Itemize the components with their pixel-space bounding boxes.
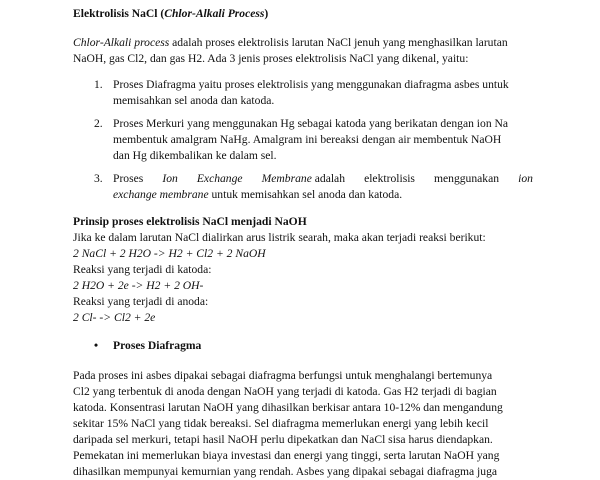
diaphragm-line: Pemekatan ini memerlukan biaya investasi dan energi yang tinggi, serta larutan NaOH yang xyxy=(73,449,500,462)
principle-intro: Jika ke dalam larutan NaCl dialirkan arus listrik searah, maka akan terjadi reaksi berikut: xyxy=(73,231,486,244)
cathode-equation: 2 H2O + 2e -> H2 + 2 OH- xyxy=(73,279,204,292)
method-3-word-italic: Membrane xyxy=(261,172,312,185)
title-text: Elektrolisis NaCl ( xyxy=(73,7,165,20)
method-3-word: menggunakan xyxy=(434,172,500,185)
intro-italic: Chlor-Alkali process xyxy=(73,36,170,49)
intro-paragraph xyxy=(73,35,533,67)
method-3-line-1 xyxy=(113,171,533,187)
intro-line-1 xyxy=(73,35,533,51)
methods-list xyxy=(73,77,533,203)
method-1-line-1: Proses Diafragma yaitu proses elektrolisis yang menggunakan diafragma asbes untuk xyxy=(113,78,509,91)
diaphragm-paragraph xyxy=(73,368,533,480)
diaphragm-line: daripada sel merkuri, tetapi hasil NaOH perlu dipekatkan dan NaCl sisa harus diendapkan. xyxy=(73,433,493,446)
document-title xyxy=(73,6,533,22)
method-3-word-plain: adalah xyxy=(314,172,346,185)
method-2-line-1: Proses Merkuri yang menggunakan Hg sebagai katoda yang berikatan dengan ion Na xyxy=(113,117,509,130)
method-2-line-2: membentuk amalgram NaHg. Amalgram ini bereaksi dengan air membentuk NaOH xyxy=(113,133,502,146)
diaphragm-line: katoda. Konsentrasi larutan NaOH yang dihasilkan berkisar antara 10-12% dan mengandung xyxy=(73,401,503,414)
diaphragm-line: Pada proses ini asbes dipakai sebagai diafragma berfungsi untuk menghalangi bertemunya xyxy=(73,369,493,382)
method-3-italic: exchange membrane xyxy=(113,188,209,201)
method-3-word: elektrolisis xyxy=(364,172,415,185)
document-page xyxy=(73,6,533,480)
cathode-label: Reaksi yang terjadi di katoda: xyxy=(73,263,212,276)
anode-label: Reaksi yang terjadi di anoda: xyxy=(73,295,209,308)
method-item-3 xyxy=(94,171,533,203)
intro-line-2: NaOH, gas Cl2, dan gas H2. Ada 3 jenis proses elektrolisis NaCl yang dikenal, yaitu: xyxy=(73,52,469,65)
diaphragm-line: Cl2 yang terbentuk di anoda dengan NaOH yang terjadi di katoda. Gas H2 terjadi di bagian xyxy=(73,385,497,398)
method-number: 3. xyxy=(94,172,103,185)
method-number: 1. xyxy=(94,78,103,91)
method-number: 2. xyxy=(94,117,103,130)
overall-equation: 2 NaCl + 2 H2O -> H2 + Cl2 + 2 NaOH xyxy=(73,247,266,260)
method-2-line-3: dan Hg dikembalikan ke dalam sel. xyxy=(113,149,277,162)
method-3-line-2 xyxy=(113,187,533,203)
title-italic: Chlor-Alkali Process xyxy=(164,7,265,20)
title-close: ) xyxy=(264,7,269,20)
method-item-2 xyxy=(94,116,533,164)
principle-heading: Prinsip proses elektrolisis NaCl menjadi NaOH xyxy=(73,215,307,228)
bullet-icon: • xyxy=(94,339,99,352)
diaphragm-line: dihasilkan mempunyai kemurnian yang rendah. Asbes yang dipakai sebagai diafragma juga xyxy=(73,465,498,478)
diaphragm-heading-text: Proses Diafragma xyxy=(113,339,202,352)
intro-rest: adalah proses elektrolisis larutan NaCl jenuh yang menghasilkan larutan xyxy=(169,36,508,49)
method-3-word: Proses xyxy=(113,172,144,185)
diaphragm-heading xyxy=(94,338,533,354)
method-3-word: ion xyxy=(518,172,533,185)
intro-line-1-text xyxy=(73,35,508,51)
method-item-1 xyxy=(94,77,533,109)
method-3-word xyxy=(262,171,345,187)
method-3-rest: untuk memisahkan sel anoda dan katoda. xyxy=(208,188,403,201)
method-3-word: Exchange xyxy=(196,172,243,185)
method-3-word: Ion xyxy=(162,172,178,185)
diaphragm-line: sekitar 15% NaCl yang tidak bereaksi. Sel diafragma memerlukan energi yang lebih kecil xyxy=(73,417,489,430)
anode-equation: 2 Cl- -> Cl2 + 2e xyxy=(73,311,156,324)
method-1-line-2: memisahkan sel anoda dan katoda. xyxy=(113,94,275,107)
